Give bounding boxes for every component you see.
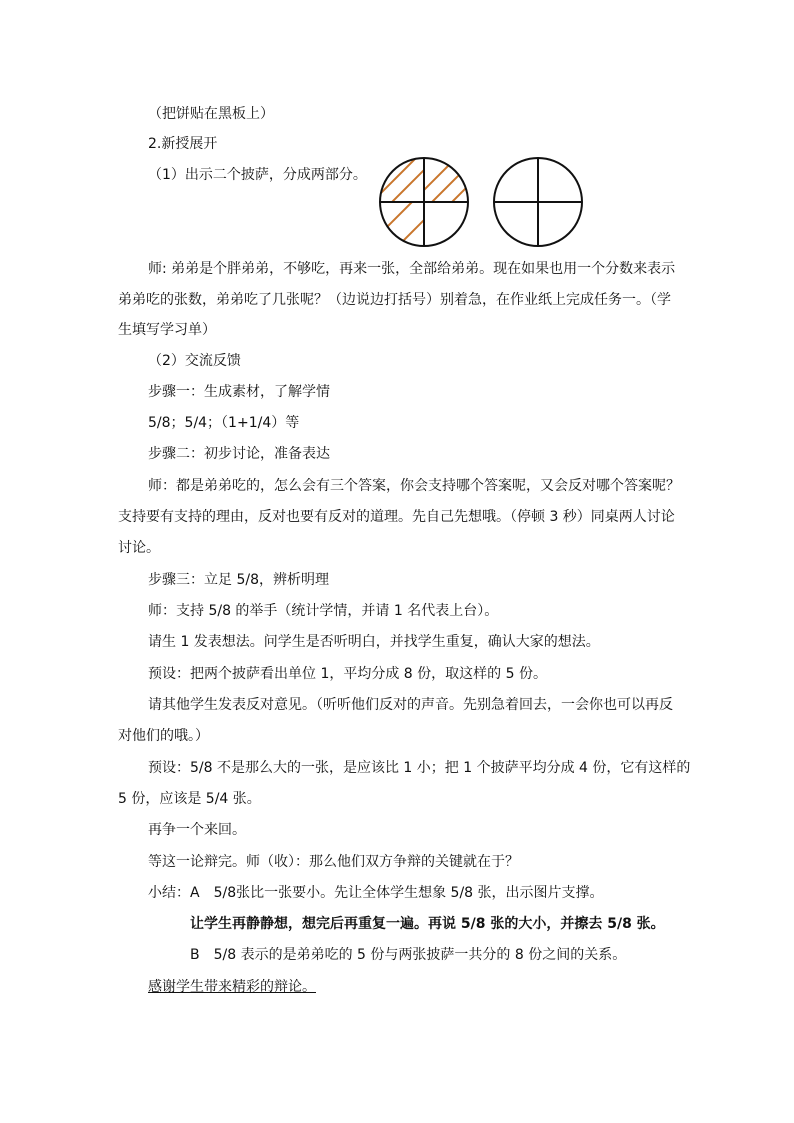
text-line: 步骤三：立足 5/8，辨析明理 [148, 572, 329, 588]
text-line: 弟弟吃的张数，弟弟吃了几张呢？（边说边打括号）别着急，在作业纸上完成任务一。（学 [118, 292, 671, 308]
text-line: 师：都是弟弟吃的，怎么会有三个答案，你会支持哪个答案呢，又会反对哪个答案呢？ [148, 478, 680, 494]
text-line: 5 份，应该是 5/4 张。 [118, 791, 261, 807]
pizza-diagram-left [378, 156, 470, 248]
summary-a: 小结：A 5/8张比一张要小。先让全体学生想象 5/8 张，出示图片支撑。 [148, 885, 604, 901]
text-line: 再争一个来回。 [148, 822, 246, 838]
text-line: 步骤一：生成素材，了解学情 [148, 384, 330, 400]
text-line: 支持要有支持的理由，反对也要有反对的道理。先自己先想哦。（停顿 3 秒）同桌两人讨论 [118, 509, 675, 525]
text-line: （把饼贴在黑板上） [148, 106, 274, 122]
text-line: 请其他学生发表反对意见。（听听他们反对的声音。先别急着回去，一会你也可以再反 [148, 697, 673, 713]
summary-b: B 5/8 表示的是弟弟吃的 5 份与两张披萨一共分的 8 份之间的关系。 [190, 947, 627, 963]
text-line: （1）出示二个披萨，分成两部分。 [148, 167, 367, 183]
summary-a-bold: 让学生再静静想，想完后再重复一遍。再说 5/8 张的大小，并擦去 5/8 张。 [190, 916, 665, 932]
pizza-diagram-right [492, 156, 584, 248]
text-line: 生填写学习单） [118, 322, 216, 338]
text-line: 5/8；5/4；（1+1/4）等 [148, 415, 300, 431]
section-heading: 2.新授展开 [148, 136, 218, 152]
text-line: （2）交流反馈 [148, 353, 241, 369]
text-line: 师：支持 5/8 的举手（统计学情，并请 1 名代表上台）。 [148, 603, 499, 619]
text-line: 师: 弟弟是个胖弟弟，不够吃，再来一张，全部给弟弟。现在如果也用一个分数来表示 [148, 261, 676, 277]
text-line: 等这一论辩完。师（收）：那么他们双方争辩的关键就在于？ [148, 854, 519, 870]
text-line: 步骤二：初步讨论，准备表达 [148, 446, 330, 462]
text-line: 对他们的哦。） [118, 728, 209, 744]
text-line: 请生 1 发表想法。问学生是否听明白，并找学生重复，确认大家的想法。 [148, 634, 600, 650]
text-line: 预设：5/8 不是那么大的一张，是应该比 1 小；把 1 个披萨平均分成 4 份，它有这样的 [148, 760, 691, 776]
text-line: 讨论。 [118, 540, 160, 556]
text-line: 预设：把两个披萨看出单位 1，平均分成 8 份，取这样的 5 份。 [148, 666, 547, 682]
closing-line: 感谢学生带来精彩的辩论。 [148, 979, 316, 995]
